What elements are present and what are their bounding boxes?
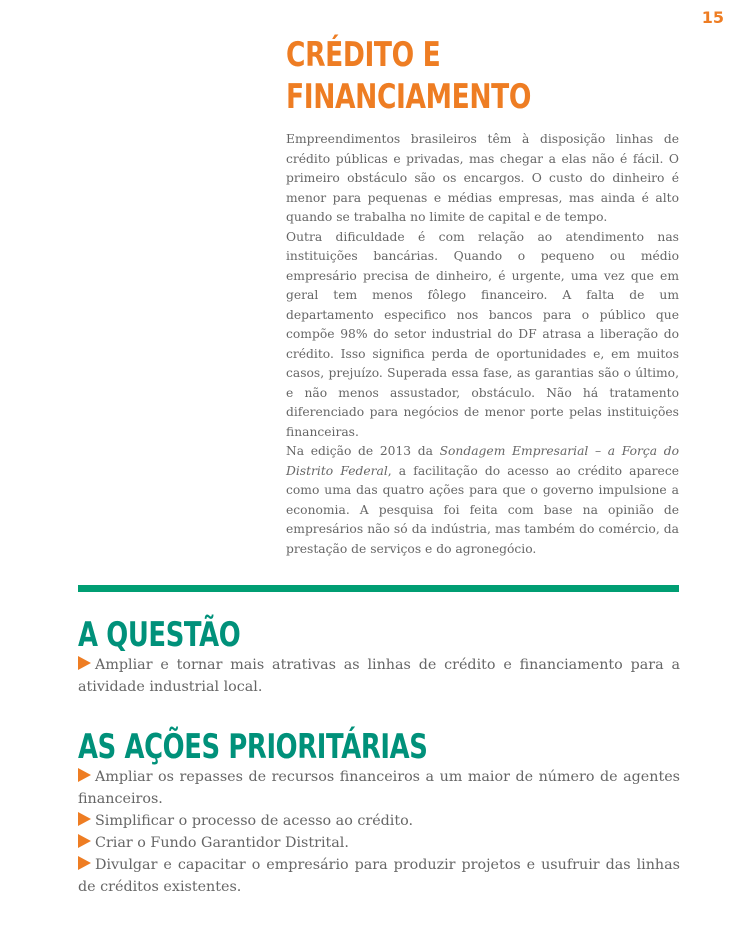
section-divider	[78, 585, 679, 592]
triangle-right-icon	[78, 856, 91, 870]
list-item: Divulgar e capacitar o empresário para produzir projetos e usufruir das linhas de créditos existentes.	[78, 857, 680, 895]
intro-paragraph-3: Na edição de 2013 da Sondagem Empresarial – a Força do Distrito Federal, a facilitação do acesso ao crédito aparece como uma das quatro ações para que o governo impulsione a economia. A pesquisa foi feita com base na opinião de empresários não só da indústria, mas também do comércio, da prestação de serviços e do agronegócio.	[286, 444, 679, 556]
questao-heading: A QUESTÃO	[78, 615, 241, 655]
acoes-heading: AS AÇÕES PRIORITÁRIAS	[78, 727, 428, 767]
list-item: Simplificar o processo de acesso ao crédito.	[78, 810, 680, 832]
publication-title: Sondagem Empresarial – a Força do Distrito Federal	[286, 444, 679, 478]
triangle-right-icon	[78, 656, 91, 670]
list-item: Ampliar e tornar mais atrativas as linhas de crédito e financiamento para a atividade industrial local.	[78, 657, 680, 695]
acoes-list	[78, 766, 680, 898]
page-number: 15	[701, 8, 724, 27]
triangle-right-icon	[78, 834, 91, 848]
intro-text	[286, 130, 679, 559]
triangle-right-icon	[78, 812, 91, 826]
triangle-right-icon	[78, 768, 91, 782]
list-item: Ampliar os repasses de recursos financeiros a um maior de número de agentes financeiros.	[78, 769, 680, 807]
intro-paragraph-1: Empreendimentos brasileiros têm à disposição linhas de crédito públicas e privadas, mas chegar a elas não é fácil. O primeiro obstáculo são os encargos. O custo do dinheiro é menor para pequenas e médias empresas, mas ainda é alto quando se trabalha no limite de capital e de tempo.	[286, 132, 679, 224]
intro-paragraph-2: Outra dificuldade é com relação ao atendimento nas instituições bancárias. Quando o pequeno ou médio empresário precisa de dinheiro, é urgente, uma vez que em geral tem menos fôlego financeiro. A falta de um departamento especifico nos bancos para o público que compõe 98% do setor industrial do DF atrasa a liberação do crédito. Isso significa perda de oportunidades e, em muitos casos, prejuízo. Superada essa fase, as garantias são o último, e não menos assustador, obstáculo. Não há tratamento diferenciado para negócios de menor porte pelas instituições financeiras.	[286, 229, 679, 439]
page-title: CRÉDITO E FINANCIAMENTO	[286, 35, 532, 117]
questao-list	[78, 654, 680, 698]
list-item: Criar o Fundo Garantidor Distrital.	[78, 832, 680, 854]
